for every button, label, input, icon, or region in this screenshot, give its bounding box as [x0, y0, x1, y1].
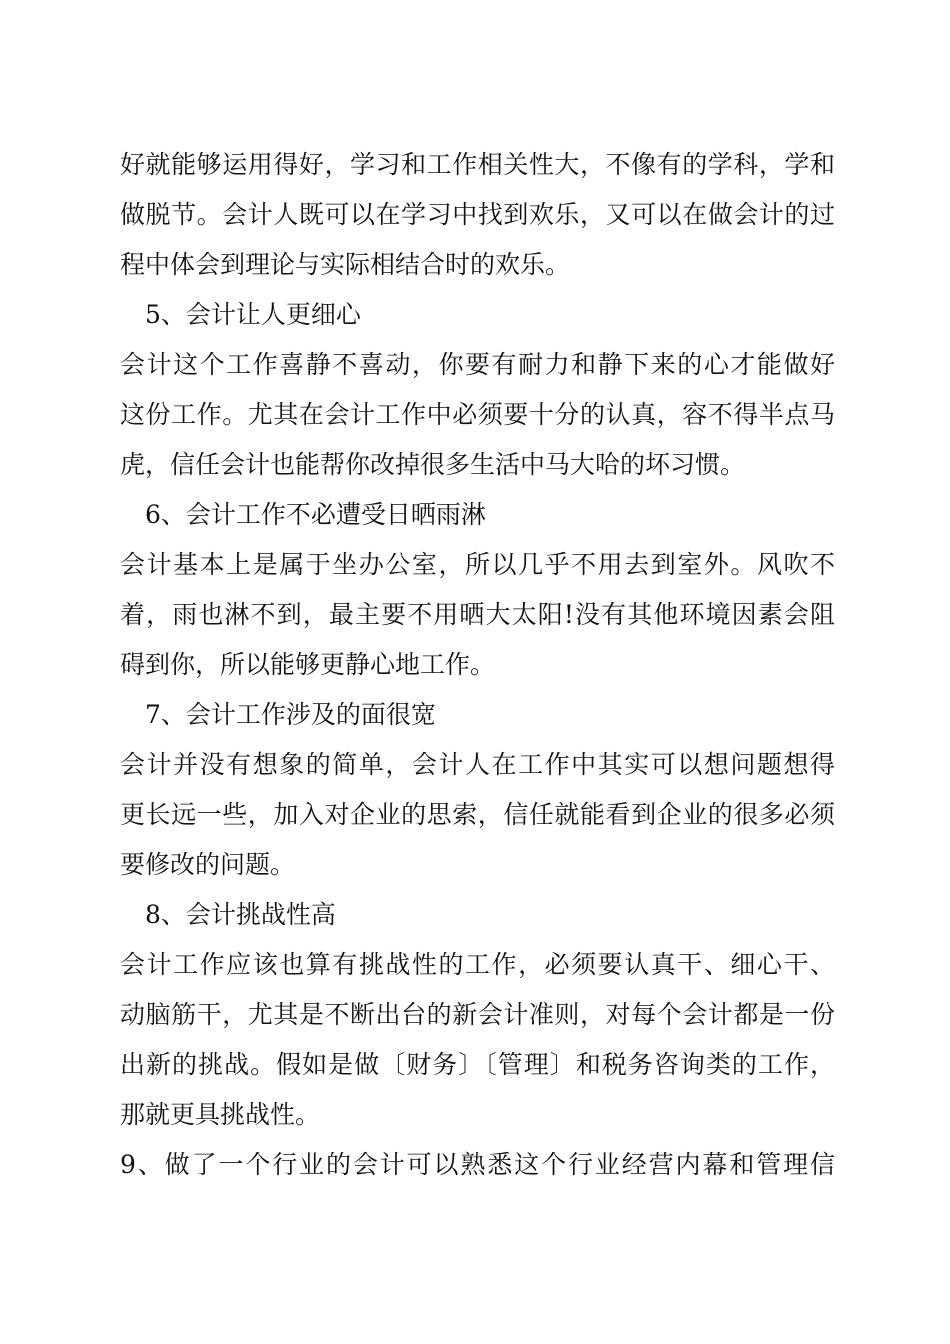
paragraph-line: 那就更具挑战性。	[120, 1100, 321, 1129]
paragraph-line: 好就能够运用得好，学习和工作相关性大，不像有的学科，学和	[120, 150, 835, 179]
paragraph-line: 更长远一些，加入对企业的思索，信任就能看到企业的很多必须	[120, 800, 835, 829]
paragraph-line: 会计基本上是属于坐办公室，所以几乎不用去到室外。风吹不	[120, 550, 835, 579]
paragraph-line: 会计并没有想象的简单，会计人在工作中其实可以想问题想得	[120, 750, 835, 779]
section-heading-8: 8、会计挑战性高	[145, 900, 336, 929]
paragraph-line: 会计这个工作喜静不喜动，你要有耐力和静下来的心才能做好	[120, 350, 835, 379]
section-heading-5: 5、会计让人更细心	[145, 300, 361, 329]
paragraph-line: 做脱节。会计人既可以在学习中找到欢乐，又可以在做会计的过	[120, 200, 835, 229]
paragraph-line: 着，雨也淋不到，最主要不用晒大太阳!没有其他环境因素会阻	[120, 600, 835, 629]
section-heading-6: 6、会计工作不必遭受日晒雨淋	[145, 500, 486, 529]
paragraph-line: 程中体会到理论与实际相结合时的欢乐。	[120, 250, 571, 279]
paragraph-line: 出新的挑战。假如是做〔财务〕〔管理〕和税务咨询类的工作，	[120, 1050, 835, 1079]
paragraph-line: 虎，信任会计也能帮你改掉很多生活中马大哈的坏习惯。	[120, 450, 746, 479]
paragraph-line: 这份工作。尤其在会计工作中必须要十分的认真，容不得半点马	[120, 400, 835, 429]
section-heading-9: 9、做了一个行业的会计可以熟悉这个行业经营内幕和管理信	[120, 1150, 835, 1179]
paragraph-line: 碍到你，所以能够更静心地工作。	[120, 650, 496, 679]
paragraph-line: 动脑筋干，尤其是不断出台的新会计准则，对每个会计都是一份	[120, 1000, 835, 1029]
section-heading-7: 7、会计工作涉及的面很宽	[145, 700, 436, 729]
paragraph-line: 会计工作应该也算有挑战性的工作，必须要认真干、细心干、	[120, 950, 835, 979]
paragraph-line: 要修改的问题。	[120, 850, 296, 879]
document-body	[120, 140, 835, 1190]
